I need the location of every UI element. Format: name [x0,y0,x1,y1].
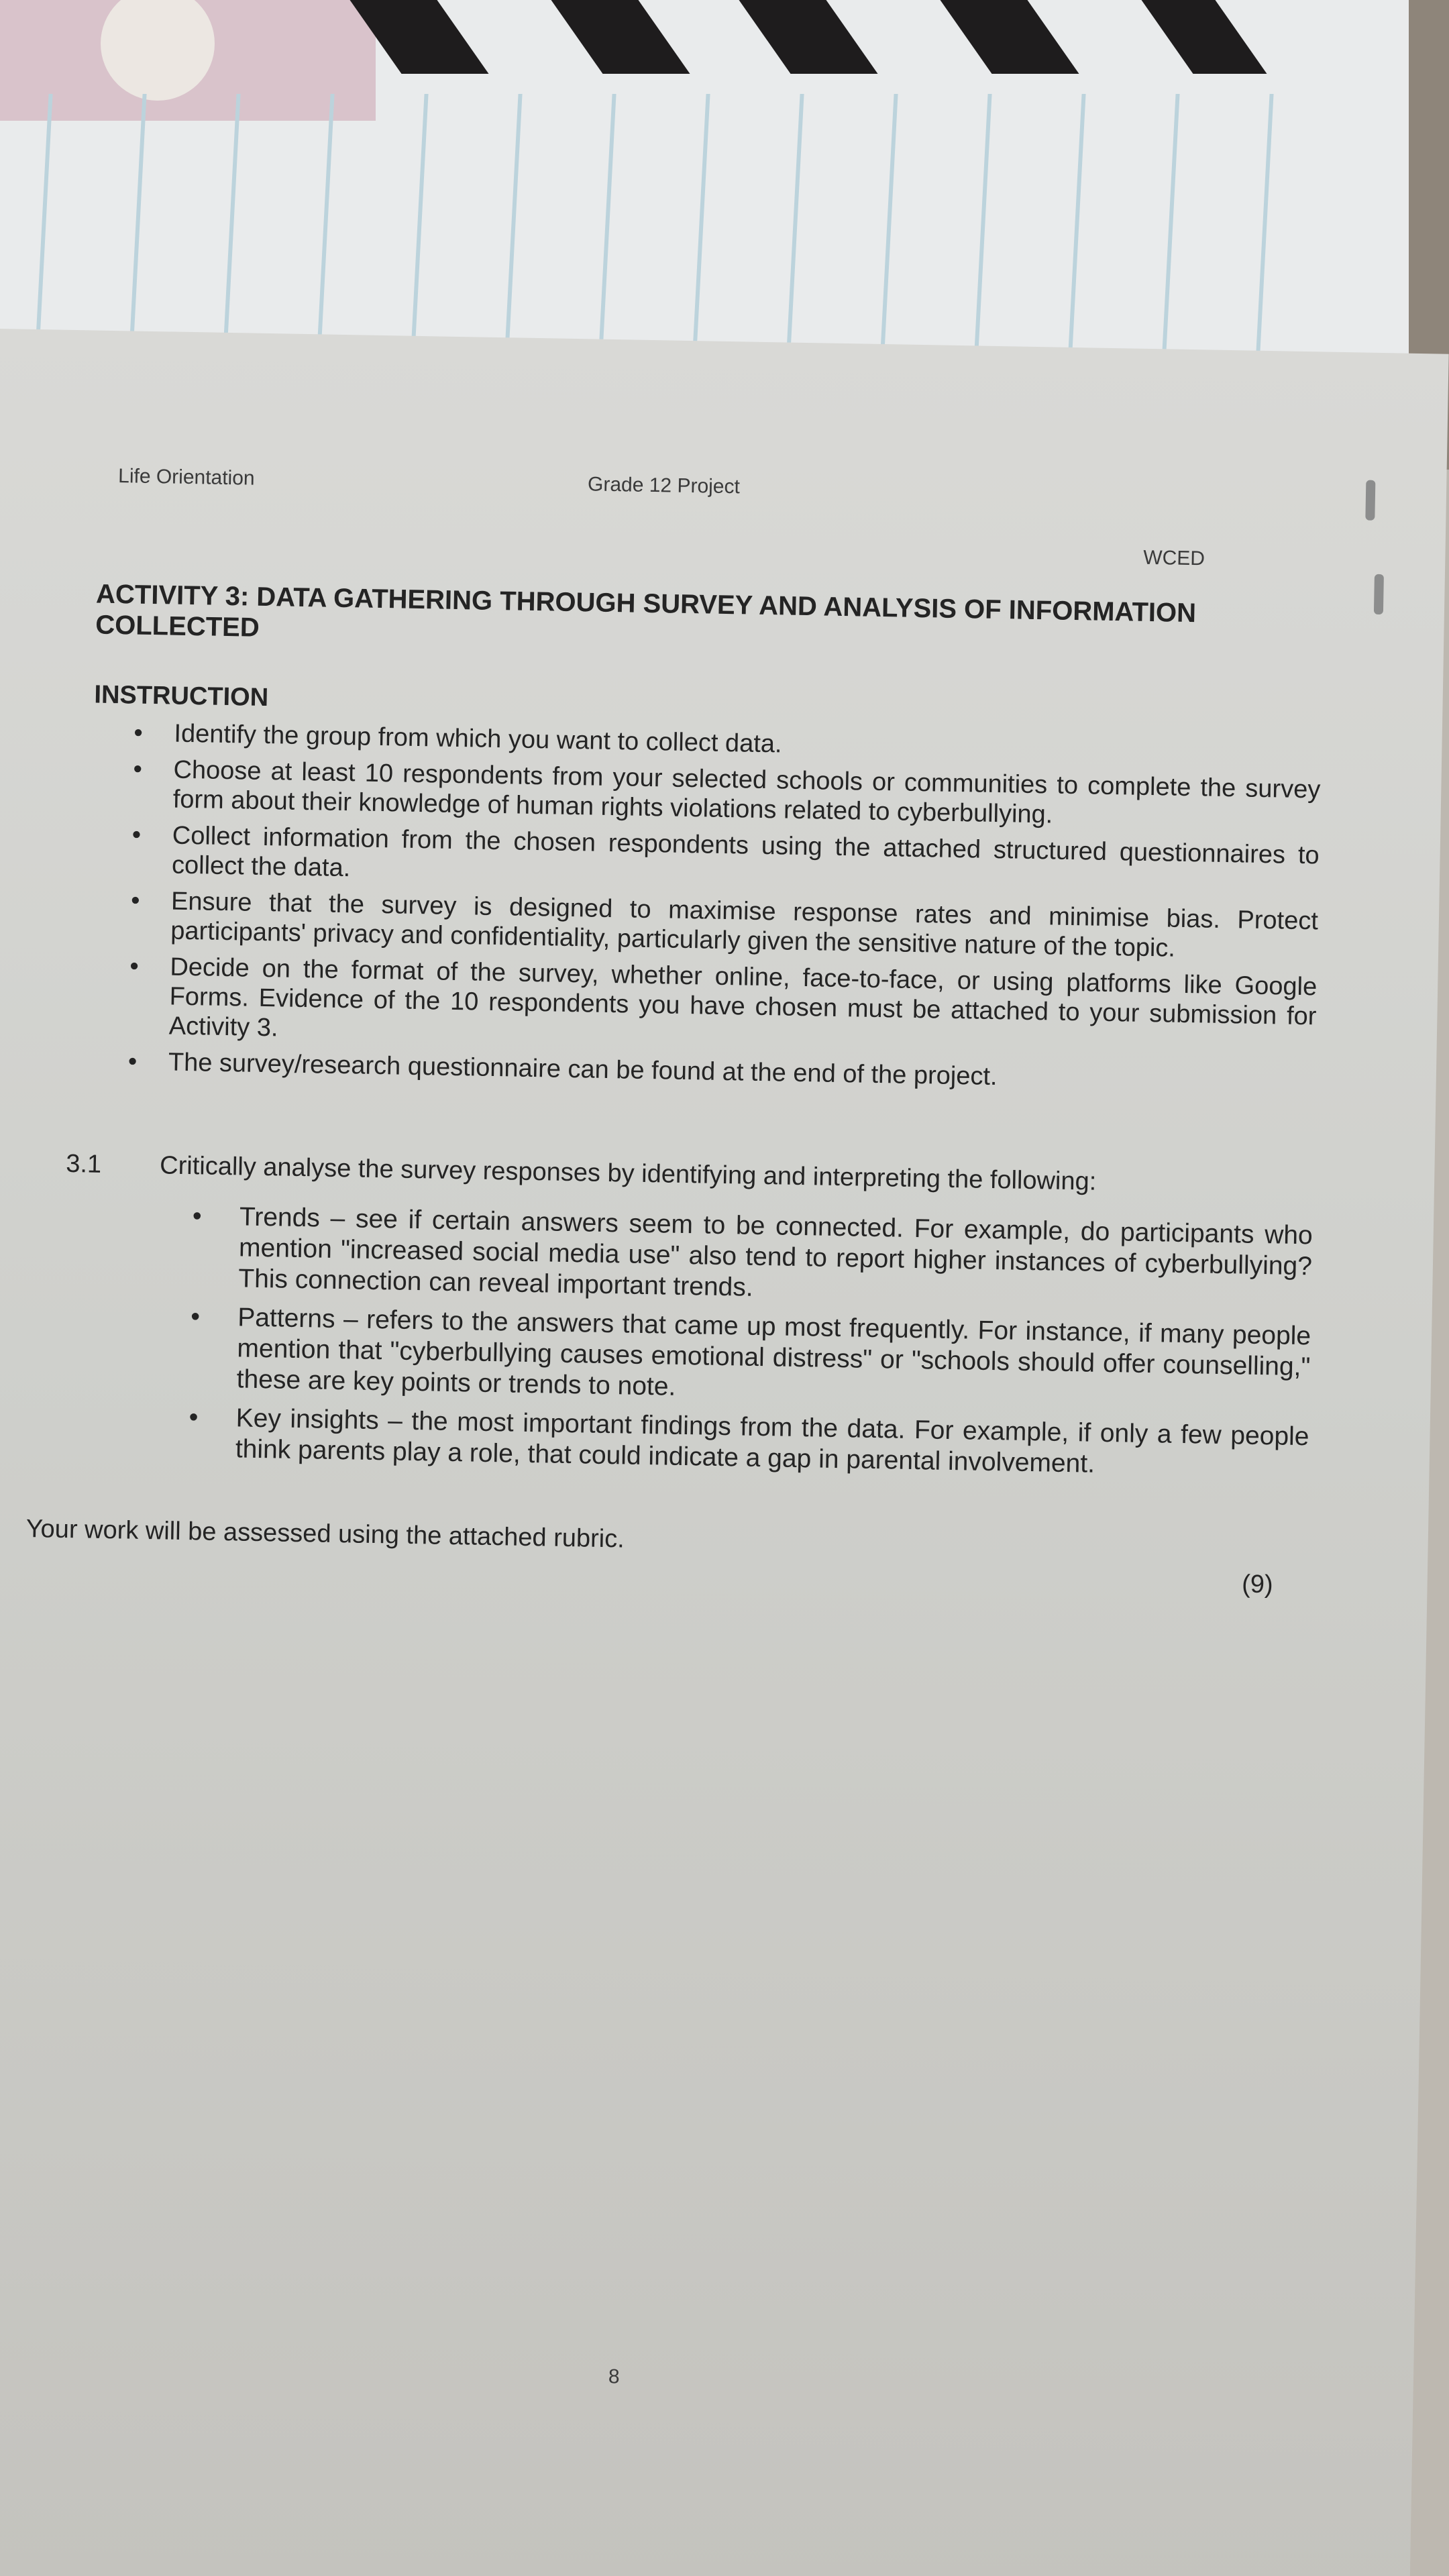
page-header [97,465,1326,574]
instruction-item: • Collect information from the chosen respondents using the attached structured questionnaires to collect the data. [172,821,1320,900]
criteria-item: • Key insights – the most important findings from the data. For example, if only a few people think parents play a role, that could indicate a gap in parental involvement. [235,1403,1309,1483]
criteria-item: • Trends – see if certain answers seem to be connected. For example, do participants who mention "increased social media use" also tend to report higher instances of cyberbullying? This connection can reveal important trends. [238,1201,1313,1313]
activity-title: ACTIVITY 3: DATA GATHERING THROUGH SURVEY AND ANALYSIS OF INFORMATION COLLECTED [95,579,1197,643]
instruction-list [88,718,1322,1097]
page-content [25,465,1326,1601]
document-page [0,329,1449,2576]
instruction-item: • Identify the group from which you want to collect data. [174,719,1322,769]
instruction-item: • Decide on the format of the survey, whether online, face-to-face, or using platforms like Google Forms. Evidence of the 10 respondents you have chosen must be attached to your submission for Activity 3. [169,953,1318,1061]
question-3-1 [65,1149,1313,1200]
black-stripe [1141,0,1267,74]
marks-total: (9) [1241,1570,1273,1599]
page-number: 8 [608,2365,620,2388]
instruction-item: • The survey/research questionnaire can be found at the end of the project. [168,1048,1316,1097]
staple [1365,480,1375,521]
question-text: Critically analyse the survey responses by identifying and interpreting the following: [159,1151,1097,1196]
header-department: WCED [1143,546,1205,570]
question-criteria-list [81,1199,1313,1483]
header-subject: Life Orientation [117,465,255,490]
instruction-item: • Choose at least 10 respondents from your selected schools or communities to complete the survey form about their knowledge of human rights violations related to cyberbullying. [172,755,1320,835]
black-stripe [940,0,1079,74]
black-stripe [739,0,877,74]
instruction-item: • Ensure that the survey is designed to maximise response rates and minimise bias. Protect participants' privacy and confidentiality, particularly given the sensitive nature of the topic. [170,887,1318,966]
header-project: Grade 12 Project [587,473,741,498]
criteria-item: • Patterns – refers to the answers that came up most frequently. For instance, if many people mention that "cyberbullying causes emotional distress" or "schools should offer counselling," these are key points or trends to note. [236,1302,1311,1413]
assessment-note: Your work will be assessed using the attached rubric. [25,1514,625,1554]
staple [1374,574,1384,614]
black-stripe [551,0,690,74]
instruction-heading: INSTRUCTION [94,680,269,712]
question-number: 3.1 [65,1149,102,1179]
